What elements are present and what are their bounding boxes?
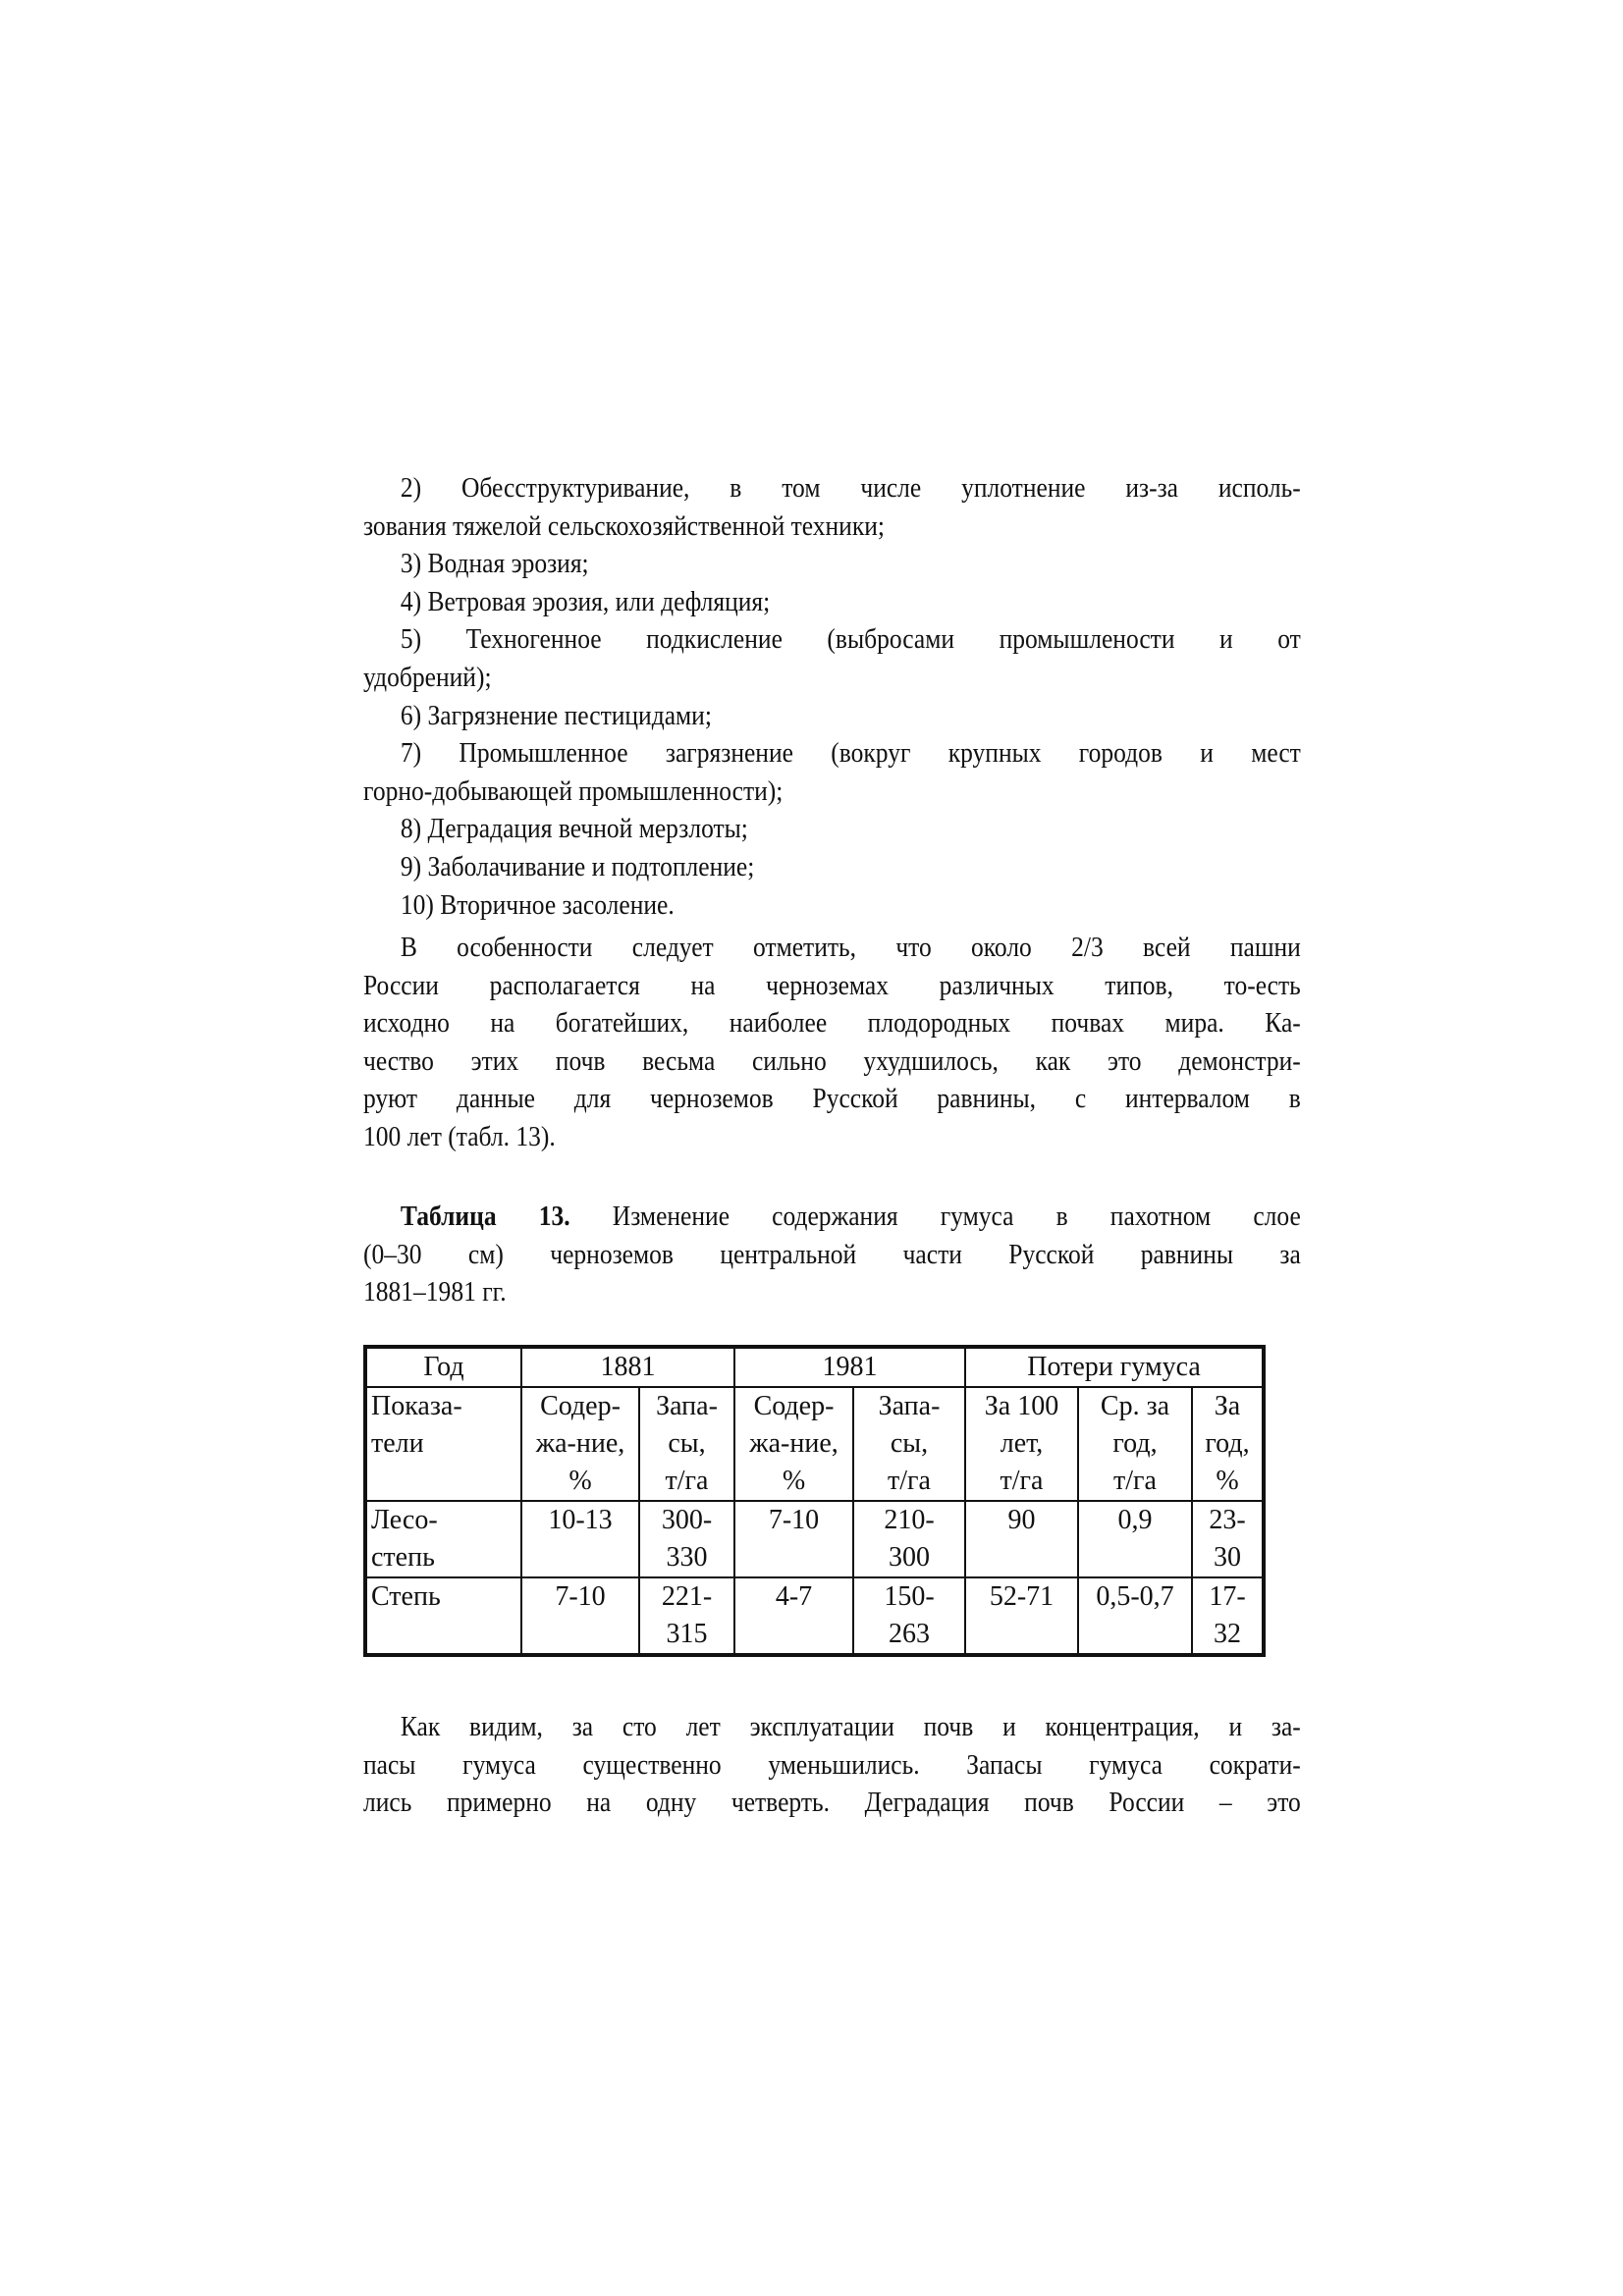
cell-text: 150- xyxy=(884,1581,935,1612)
header-text: жа-ние, xyxy=(749,1428,839,1459)
list-item: 7) Промышленное загрязнение (вокруг крупных городов и мест xyxy=(400,737,1301,770)
degradation-list xyxy=(363,469,1301,924)
cell-loss-100: 90 xyxy=(965,1501,1078,1577)
list-item: 8) Деградация вечной мерзлоты; xyxy=(400,813,748,845)
cell-text: 300- xyxy=(661,1505,713,1535)
cell-content-1981: 4-7 xyxy=(734,1577,853,1655)
cell-text: 30 xyxy=(1214,1542,1241,1573)
cell-text: 221- xyxy=(661,1581,713,1612)
paragraph-conclusion xyxy=(363,1708,1301,1822)
paragraph-line: 100 лет (табл. 13). xyxy=(363,1120,556,1152)
table-row xyxy=(365,1501,1264,1577)
caption-line: (0–30 см) черноземов центральной части Русской равнины за xyxy=(363,1238,1301,1270)
header-content-1981 xyxy=(734,1387,853,1501)
list-item: 2) Обесструктуривание, в том числе уплотнение из-за исполь- xyxy=(400,472,1301,504)
header-text: жа-ние, xyxy=(535,1428,625,1459)
cell-text: Степь xyxy=(371,1581,441,1612)
header-year: Год xyxy=(365,1347,521,1387)
cell-text: 210- xyxy=(884,1505,935,1535)
header-text: Ср. за xyxy=(1100,1391,1170,1421)
cell-text: 315 xyxy=(666,1619,708,1649)
list-item: 5) Техногенное подкисление (выбросами промышлености и от xyxy=(400,623,1301,656)
header-text: т/га xyxy=(1000,1466,1044,1496)
list-item-continuation: зования тяжелой сельскохозяйственной техники; xyxy=(363,509,885,542)
table-subheader-row xyxy=(365,1387,1264,1501)
cell-text: 330 xyxy=(666,1542,708,1573)
cell-reserves-1981 xyxy=(853,1501,965,1577)
header-loss-avg-year xyxy=(1078,1387,1192,1501)
cell-loss-100: 52-71 xyxy=(965,1577,1078,1655)
header-text: % xyxy=(1216,1466,1239,1496)
paragraph-line: руют данные для черноземов Русской равнины, с интервалом в xyxy=(363,1083,1301,1115)
header-indicators xyxy=(365,1387,521,1501)
cell-loss-pct xyxy=(1192,1501,1264,1577)
header-text: Запа- xyxy=(656,1391,718,1421)
header-reserves-1981 xyxy=(853,1387,965,1501)
cell-loss-pct xyxy=(1192,1577,1264,1655)
header-text: год, xyxy=(1112,1428,1158,1459)
header-text: Содер- xyxy=(753,1391,835,1421)
paragraph-line: России располагается на черноземах различных типов, то-есть xyxy=(363,969,1301,1001)
header-text: Содер- xyxy=(540,1391,621,1421)
caption-line: 1881–1981 гг. xyxy=(363,1276,507,1308)
cell-text: 17- xyxy=(1209,1581,1246,1612)
cell-text: 32 xyxy=(1214,1619,1241,1649)
cell-reserves-1881 xyxy=(639,1577,734,1655)
caption-text: Изменение содержания гумуса в пахотном слое xyxy=(612,1201,1301,1232)
caption-line xyxy=(363,1198,1301,1236)
header-loss-pct-year xyxy=(1192,1387,1264,1501)
list-item-continuation: удобрений); xyxy=(363,661,492,693)
header-text: Запа- xyxy=(878,1391,941,1421)
header-text: % xyxy=(782,1466,806,1496)
header-text: % xyxy=(568,1466,592,1496)
cell-zone xyxy=(365,1577,521,1655)
list-item: 6) Загрязнение пестицидами; xyxy=(400,699,712,731)
header-text: тели xyxy=(371,1428,424,1459)
header-text: год, xyxy=(1205,1428,1250,1459)
header-reserves-1881 xyxy=(639,1387,734,1501)
cell-zone xyxy=(365,1501,521,1577)
cell-text: 263 xyxy=(889,1619,930,1649)
table-header-row xyxy=(365,1347,1264,1387)
header-text: сы, xyxy=(668,1428,706,1459)
header-text: сы, xyxy=(890,1428,929,1459)
paragraph-line: лись примерно на одну четверть. Деградация почв России – это xyxy=(363,1787,1301,1819)
cell-text: 300 xyxy=(889,1542,930,1573)
cell-content-1881: 7-10 xyxy=(521,1577,639,1655)
paragraph-line: В особенности следует отметить, что около 2/3 всей пашни xyxy=(400,932,1301,963)
header-text: лет, xyxy=(1000,1428,1044,1459)
header-1981: 1981 xyxy=(734,1347,965,1387)
table-row xyxy=(365,1577,1264,1655)
header-loss-100-years xyxy=(965,1387,1078,1501)
cell-text: Лесо- xyxy=(371,1505,438,1535)
cell-content-1981: 7-10 xyxy=(734,1501,853,1577)
cell-content-1881: 10-13 xyxy=(521,1501,639,1577)
caption-label: Таблица 13. xyxy=(400,1201,570,1232)
paragraph-line: пасы гумуса существенно уменьшились. Запасы гумуса сократи- xyxy=(363,1748,1301,1781)
table-caption xyxy=(363,1198,1301,1311)
list-item: 3) Водная эрозия; xyxy=(400,548,589,580)
cell-text: степь xyxy=(371,1542,435,1573)
paragraph-line: Как видим, за сто лет эксплуатации почв и концентрация, и за- xyxy=(400,1711,1301,1742)
header-text: За xyxy=(1214,1391,1241,1421)
paragraph-chernozem xyxy=(363,929,1301,1156)
header-text: т/га xyxy=(665,1466,709,1496)
cell-text: 23- xyxy=(1209,1505,1246,1535)
list-item-continuation: горно-добывающей промышленности); xyxy=(363,774,784,807)
header-text: Показа- xyxy=(371,1391,462,1421)
paragraph-line: исходно на богатейших, наиболее плодородных почвах мира. Ка- xyxy=(363,1007,1301,1040)
humus-table xyxy=(363,1345,1266,1657)
header-humus-loss: Потери гумуса xyxy=(965,1347,1264,1387)
list-item: 10) Вторичное засоление. xyxy=(400,888,675,921)
cell-reserves-1881 xyxy=(639,1501,734,1577)
cell-loss-avg: 0,9 xyxy=(1078,1501,1192,1577)
header-text: т/га xyxy=(888,1466,931,1496)
header-text: т/га xyxy=(1113,1466,1157,1496)
header-content-1881 xyxy=(521,1387,639,1501)
list-item: 4) Ветровая эрозия, или дефляция; xyxy=(400,585,771,617)
cell-loss-avg: 0,5-0,7 xyxy=(1078,1577,1192,1655)
cell-reserves-1981 xyxy=(853,1577,965,1655)
header-1881: 1881 xyxy=(521,1347,734,1387)
list-item: 9) Заболачивание и подтопление; xyxy=(400,850,755,882)
header-text: За 100 xyxy=(984,1391,1059,1421)
paragraph-line: чество этих почв весьма сильно ухудшилось, как это демонстри- xyxy=(363,1044,1301,1077)
